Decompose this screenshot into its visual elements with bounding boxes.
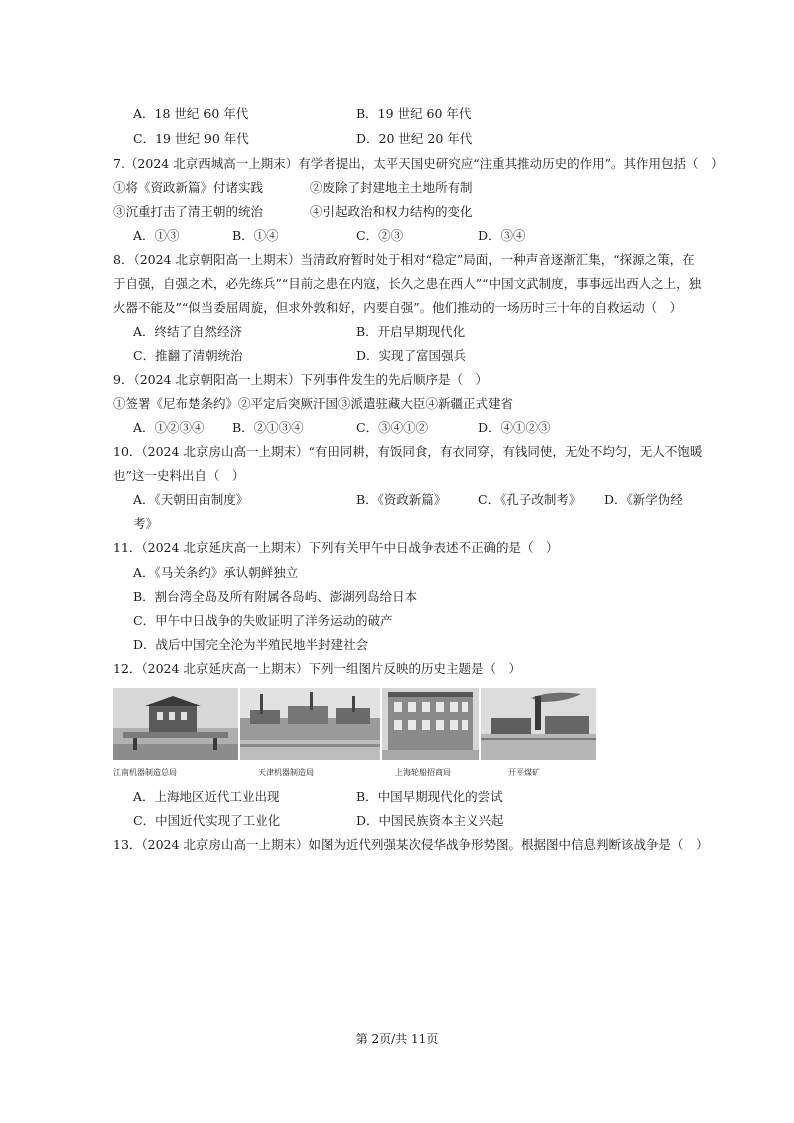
q10-option-a: A．《天朝田亩制度》: [133, 492, 249, 507]
q10-option-c: C．《孔子改制考》: [478, 492, 582, 507]
q6-option-a: A．18 世纪 60 年代: [133, 106, 249, 121]
q8-option-b: B．开启早期现代化: [356, 324, 466, 339]
q10-option-b: B．《资政新篇》: [356, 492, 447, 507]
photo-shanghai-merchants: [382, 688, 479, 760]
q9-option-a: A．①②③④: [133, 420, 205, 435]
photo-jiangnan-arsenal: [113, 688, 238, 760]
page-footer: 第 2页/共 11页: [355, 1032, 439, 1046]
q7-item-4: ④引起政治和权力结构的变化: [310, 204, 473, 219]
q12-option-a: A．上海地区近代工业出现: [133, 789, 280, 804]
q9-option-d: D．④①②③: [478, 420, 551, 435]
q9-option-b: B．②①③④: [232, 420, 304, 435]
q6-option-d: D．20 世纪 20 年代: [356, 131, 473, 146]
q7-option-d: D．③④: [478, 228, 526, 243]
q7-item-1: ①将《资政新篇》付诸实践: [113, 180, 264, 195]
q11-option-b: B．割台湾全岛及所有附属各岛屿、澎湖列岛给日本: [133, 589, 418, 604]
caption-shanghai: 上海轮船招商局: [395, 768, 451, 777]
q7-item-3: ③沉重打击了清王朝的统治: [113, 204, 264, 219]
q7-option-c: C．②③: [356, 228, 404, 243]
q12-stem: 12．（2024 北京延庆高一上期末）下列一组图片反映的历史主题是（ ）: [113, 661, 521, 676]
q11-option-c: C．甲午中日战争的失败证明了洋务运动的破产: [133, 613, 393, 628]
q8-option-d: D．实现了富国强兵: [356, 348, 467, 363]
q12-option-d: D．中国民族资本主义兴起: [356, 813, 504, 828]
caption-kaiping: 开平煤矿: [508, 768, 540, 777]
q13-stem: 13．（2024 北京房山高一上期末）如图为近代列强某次侵华战争形势图。根据图中信息判断该战争是（ ）: [113, 837, 709, 852]
q12-option-c: C．中国近代实现了工业化: [133, 813, 281, 828]
q7-stem: 7.（2024 北京西城高一上期末）有学者提出，太平天国史研究应“注重其推动历史的作用”。其作用包括（ ）: [113, 156, 724, 171]
q8-stem-line-3: 火器不能及”“似当委屈周旋，但求外敦和好，内要自强”。他们推动的一场历时三十年的自救运动（ ）: [113, 300, 683, 315]
photo-kaiping-mine: [481, 688, 596, 760]
q10-option-d: D．《新学伪经: [604, 492, 683, 507]
q7-option-b: B．①④: [232, 228, 279, 243]
q10-stem-line-2: 也”这一史料出自（ ）: [113, 468, 245, 483]
caption-jiangnan: 江南机器制造总局: [113, 768, 177, 777]
q6-option-b: B．19 世纪 60 年代: [356, 106, 472, 121]
q10-stem-line-1: 10．（2024 北京房山高一上期末）“有田同耕，有饭同食，有衣同穿，有钱同使，无处不均匀，无人不饱暖: [113, 444, 703, 459]
q7-option-a: A．①③: [133, 228, 180, 243]
q8-option-c: C．推翻了清朝统治: [133, 348, 243, 363]
q8-stem-line-1: 8．（2024 北京朝阳高一上期末）当清政府暂时处于相对“稳定”局面，一种声音逐渐汇集，“探源之策，在: [113, 252, 695, 267]
q9-items: ①签署《尼布楚条约》②平定后突厥汗国③派遣驻藏大臣④新疆正式建省: [113, 396, 514, 411]
q8-stem-line-2: 于自强，自强之术，必先练兵”“目前之患在内寇，长久之患在西人”“中国文武制度，事事远出西人之上，独: [113, 276, 702, 291]
q9-stem: 9．（2024 北京朝阳高一上期末）下列事件发生的先后顺序是（ ）: [113, 372, 488, 387]
q11-stem: 11．（2024 北京延庆高一上期末）下列有关甲午中日战争表述不正确的是（ ）: [113, 540, 559, 555]
q11-option-a: A．《马关条约》承认朝鲜独立: [133, 565, 299, 580]
q10-option-d-wrap: 考》: [133, 516, 159, 531]
q8-option-a: A．终结了自然经济: [133, 324, 243, 339]
photo-tianjin-arsenal: [240, 688, 380, 760]
q9-option-c: C．③④①②: [356, 420, 429, 435]
q12-option-b: B．中国早期现代化的尝试: [356, 789, 503, 804]
q11-option-d: D．战后中国完全沦为半殖民地半封建社会: [133, 637, 369, 652]
caption-tianjin: 天津机器制造局: [258, 768, 314, 777]
q6-option-c: C．19 世纪 90 年代: [133, 131, 249, 146]
q7-item-2: ②废除了封建地主土地所有制: [310, 180, 473, 195]
